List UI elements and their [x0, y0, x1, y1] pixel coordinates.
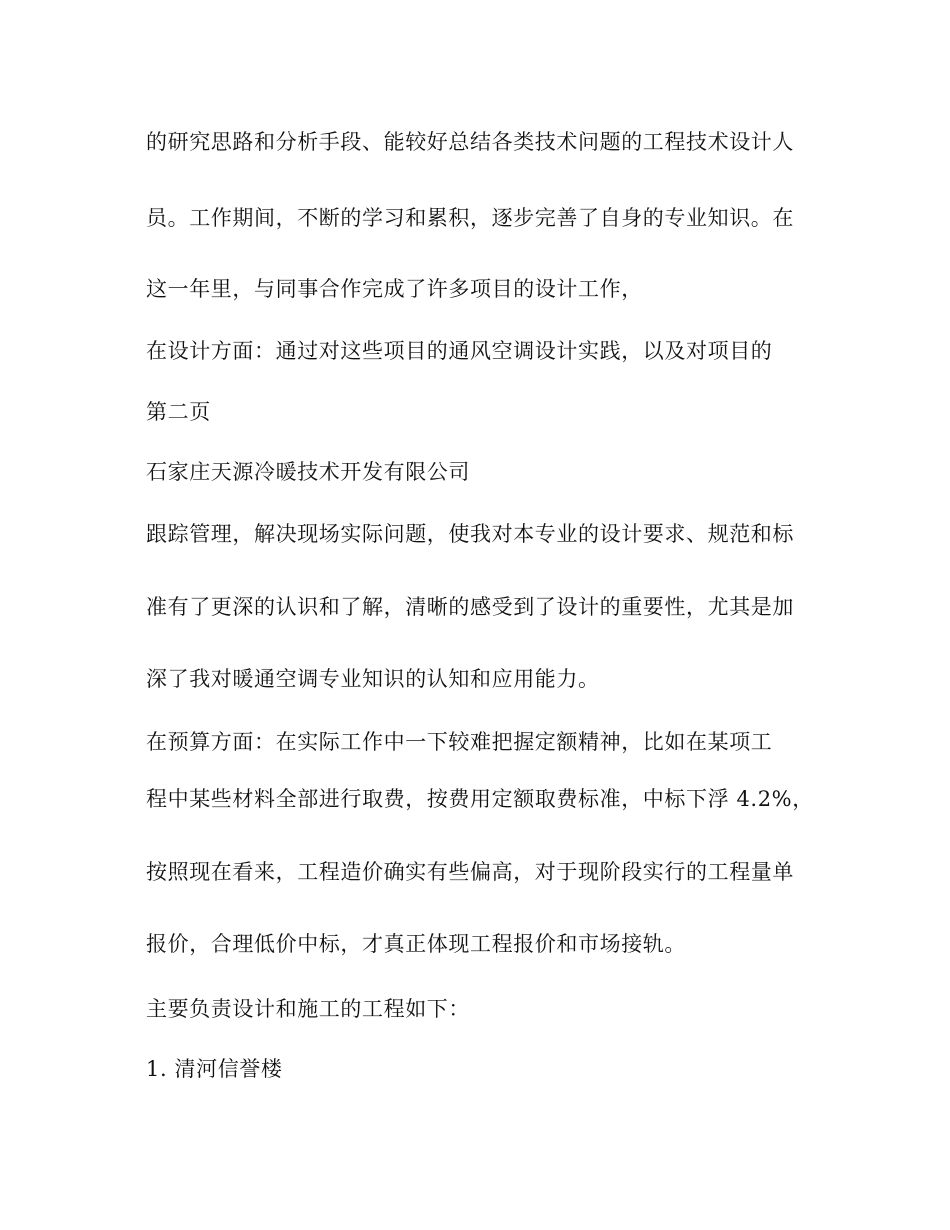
paragraph-line: 按照现在看来，工程造价确实有些偏高，对于现阶段实行的工程量单	[146, 860, 794, 884]
list-item: 1. 清河信誉楼	[146, 1057, 283, 1081]
paragraph-line: 跟踪管理，解决现场实际问题，使我对本专业的设计要求、规范和标	[146, 522, 794, 546]
page-label: 第二页	[146, 400, 211, 424]
paragraph-line: 报价，合理低价中标，才真正体现工程报价和市场接轨。	[146, 932, 686, 956]
section-heading-line: 在预算方面：在实际工作中一下较难把握定额精神，比如在某项工	[146, 730, 773, 754]
paragraph-line: 员。工作期间，不断的学习和累积，逐步完善了自身的专业知识。在	[146, 206, 794, 230]
paragraph-line: 的研究思路和分析手段、能较好总结各类技术问题的工程技术设计人	[146, 130, 794, 154]
company-name: 石家庄天源冷暖技术开发有限公司	[146, 460, 470, 484]
section-heading-line: 在设计方面：通过对这些项目的通风空调设计实践，以及对项目的	[146, 339, 773, 363]
paragraph-line: 这一年里，与同事合作完成了许多项目的设计工作，	[146, 277, 643, 301]
paragraph-line: 准有了更深的认识和了解，清晰的感受到了设计的重要性，尤其是加	[146, 595, 794, 619]
paragraph-line: 程中某些材料全部进行取费，按费用定额取费标准，中标下浮 4.2%，	[146, 787, 814, 811]
list-heading: 主要负责设计和施工的工程如下：	[146, 997, 470, 1021]
paragraph-line: 深了我对暖通空调专业知识的认知和应用能力。	[146, 667, 600, 691]
